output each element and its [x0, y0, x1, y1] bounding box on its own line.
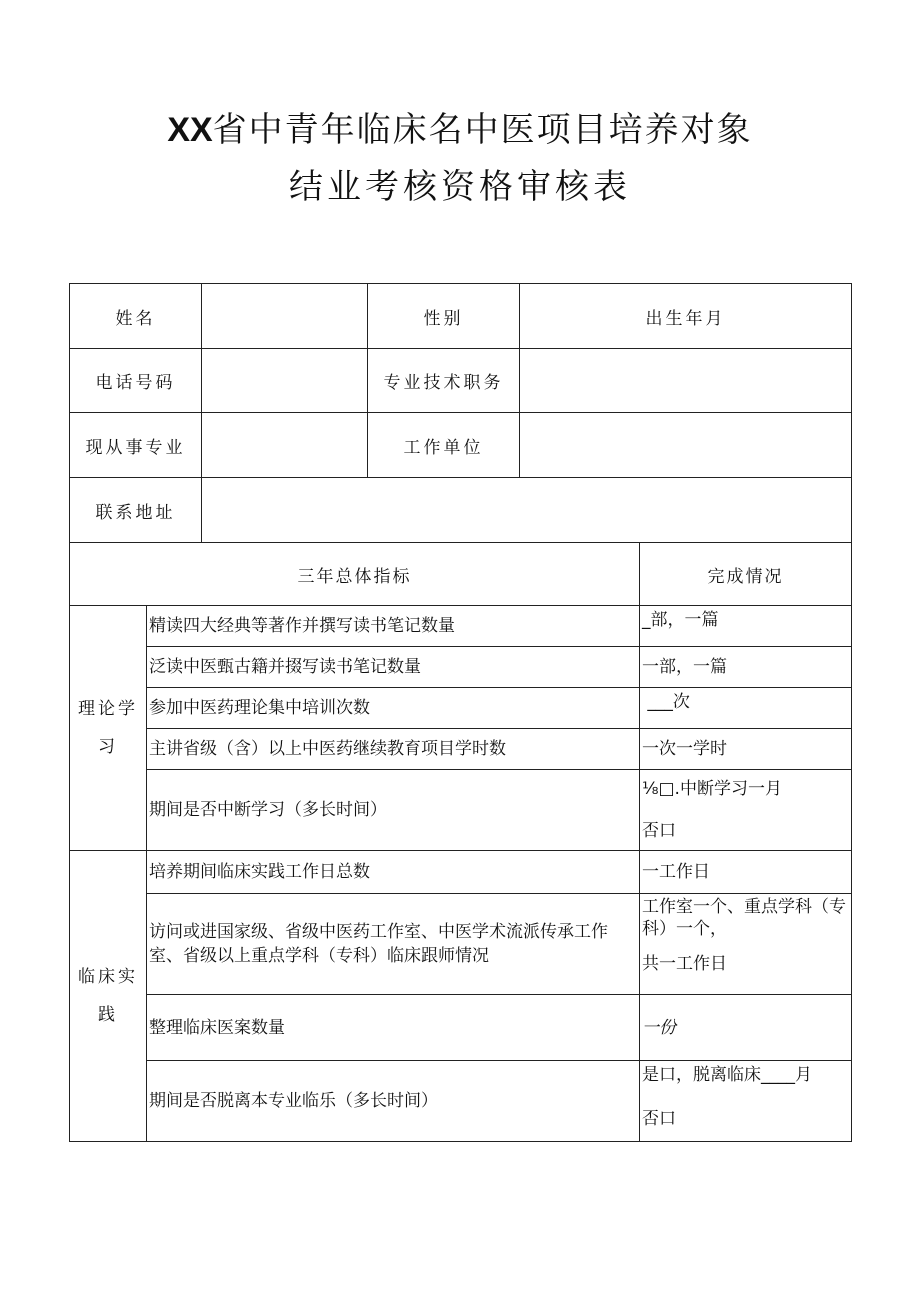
indicator-item-line1: 访问或进国家级、省级中医药工作室、中医学术流派传承工作: [149, 922, 608, 942]
employer-field[interactable]: [520, 413, 852, 478]
indicator-item-line2: 室、省级以上重点学科（专科）临床跟师情况: [149, 946, 489, 966]
title-text: 省中青年临床名中医项目培养对象: [212, 110, 753, 150]
status-cell[interactable]: [640, 770, 852, 851]
professional-title-field[interactable]: [520, 349, 852, 413]
status-cell[interactable]: 一部，一篇: [640, 647, 852, 688]
status-blank: ___: [647, 692, 673, 712]
status-prefix: 是口，脱离临床: [642, 1065, 761, 1085]
indicator-item: 期间是否脱离本专业临乐（多长时间）: [147, 1061, 640, 1142]
name-field[interactable]: [202, 284, 368, 349]
status-text: ⅛□.中断学习一月: [642, 779, 782, 799]
category-clinical-practice: [70, 851, 147, 1142]
category-label-line2: 践: [98, 1005, 118, 1025]
birth-label: 出生年月: [520, 284, 852, 349]
status-text-line2: 否口: [642, 1109, 676, 1129]
professional-title-label: 专业技术职务: [368, 349, 520, 413]
category-label-line2: 习: [98, 737, 118, 757]
status-cell[interactable]: [640, 894, 852, 995]
phone-label: 电话号码: [70, 349, 202, 413]
major-label: 现从事专业: [70, 413, 202, 478]
category-label-line1: 临床实: [78, 967, 138, 987]
status-cell[interactable]: 一份: [640, 995, 852, 1061]
form-title-line1: [0, 102, 920, 151]
status-cell[interactable]: [640, 688, 852, 729]
status-suffix: 月: [795, 1065, 812, 1085]
address-label: 联系地址: [70, 478, 202, 543]
indicator-item: [147, 894, 640, 995]
status-text: 部，一篇: [650, 610, 719, 630]
status-blank: ____: [761, 1065, 795, 1085]
status-cell[interactable]: 一次一学时: [640, 729, 852, 770]
status-prefix: _: [642, 610, 651, 630]
review-form-table: [69, 283, 852, 1142]
status-header: 完成情况: [640, 543, 852, 606]
status-cell[interactable]: 一工作日: [640, 851, 852, 894]
gender-label: 性别: [368, 284, 520, 349]
indicator-item: 培养期间临床实践工作日总数: [147, 851, 640, 894]
form-title-line2: 结业考核资格审核表: [289, 167, 631, 207]
name-label: 姓名: [70, 284, 202, 349]
status-text: 工作室一个、重点学科（专科）一个，: [642, 897, 846, 939]
address-field[interactable]: [202, 478, 852, 543]
province-placeholder: XX: [167, 111, 213, 149]
indicator-header: 三年总体指标: [70, 543, 640, 606]
status-text-line2: 共一工作日: [642, 954, 727, 974]
status-text: [642, 1063, 851, 1087]
status-text: 次: [672, 692, 690, 712]
employer-label: 工作单位: [368, 413, 520, 478]
indicator-item: 精读四大经典等著作并撰写读书笔记数量: [147, 606, 640, 647]
indicator-item: 期间是否中断学习（多长时间）: [147, 770, 640, 851]
category-theory-study: [70, 606, 147, 851]
status-cell[interactable]: [640, 606, 852, 647]
status-text-line2: 否口: [642, 821, 676, 841]
major-field[interactable]: [202, 413, 368, 478]
indicator-item: 泛读中医甄古籍并掇写读书笔记数量: [147, 647, 640, 688]
category-label-line1: 理论学: [78, 699, 138, 719]
indicator-item: 主讲省级（含）以上中医药继续教育项目学时数: [147, 729, 640, 770]
indicator-item: 整理临床医案数量: [147, 995, 640, 1061]
indicator-item: 参加中医药理论集中培训次数: [147, 688, 640, 729]
phone-field[interactable]: [202, 349, 368, 413]
status-cell[interactable]: [640, 1061, 852, 1142]
